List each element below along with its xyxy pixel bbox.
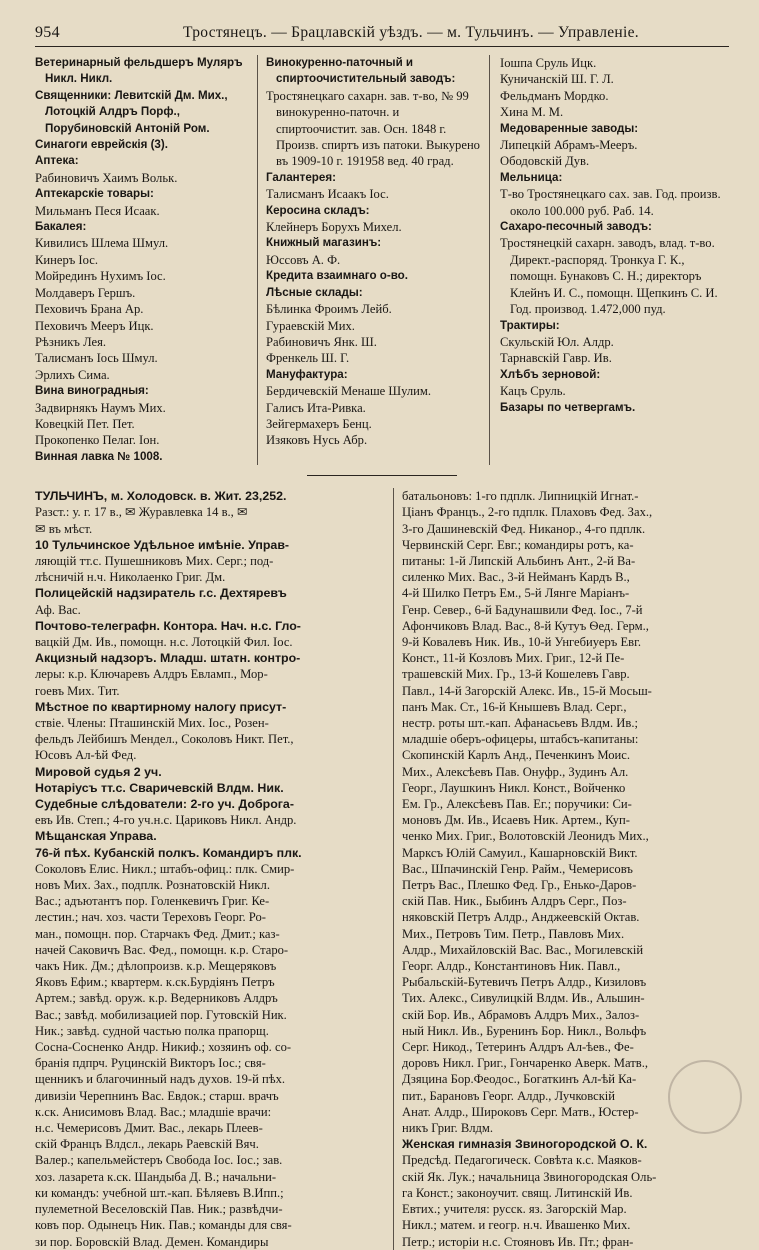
text-line: Сосна-Сосненко Андр. Никиф.; хозяинъ оф. со- (35, 1040, 292, 1055)
text-line: вацкій Дм. Ив., помощн. н.с. Лотоцкій Фил. Іос. (35, 634, 293, 649)
directory-entry: Прокопенко Пелаг. Іон. (35, 433, 160, 448)
directory-entry: Рабиновичъ Хаимъ Вольк. (35, 170, 178, 185)
text-line: щенникъ и благочинный надъ духов. 19-й пѣх. (35, 1072, 286, 1087)
directory-entry: Талисманъ Исаакъ Іос. (266, 187, 389, 202)
directory-heading: Базары по четвергамъ. (500, 400, 636, 414)
directory-entry: Бердичевскій Менаше Шулим. (266, 384, 431, 399)
directory-entry: Пеховичъ Брана Ар. (35, 302, 144, 317)
text-line: Серг. Никод., Тетеринъ Алдръ Ал-ѣев., Фе- (402, 1040, 634, 1055)
directory-heading: Керосина складъ: (266, 203, 370, 217)
directory-heading: Винокуренно-паточный и спиртоочистительный заводъ: (266, 56, 456, 86)
text-line: Валер.; капельмейстеръ Свобода Іос. Іос.; зав. (35, 1153, 283, 1168)
directory-heading: Медоваренные заводы: (500, 121, 639, 135)
directory-entry: Рѣзникъ Лея. (35, 334, 107, 349)
directory-entry: Тростянецкій сахарн. заводъ, влад. т-во. Директ.-распоряд. Тронкуа Г. К., помощн. Бунаковъ С. Н.; директоръ Клейнъ И. С., помощн. Щепкинъ С. И. Год. производ. 1.472,000 пуд. (500, 236, 718, 317)
text-line: 3-го Дашиневскій Фед. Никанор., 4-го пдплк. (402, 521, 646, 536)
text-line: Конст., 11-й Козловъ Мих. Григ., 12-й Пе- (402, 651, 625, 666)
directory-entry: Юссовъ А. Ф. (266, 252, 341, 267)
column-left (35, 55, 257, 465)
text-line: скій Як. Лук.; начальница Звиногородская Оль- (402, 1169, 657, 1184)
section-separator (307, 475, 457, 476)
text-line: Вас.; завѣд. мобилизацией пор. Гутовскій Ник. (35, 1007, 287, 1022)
top-columns (35, 55, 729, 465)
text-line: Яковъ Ефим.; квартерм. к.ск.Бурдіянъ Петръ (35, 975, 275, 990)
page-number: 954 (35, 24, 60, 41)
text-line: Акцизный надзоръ. Младш. штатн. контро- (35, 651, 301, 666)
text-line: га Конст.; законоучит. свящ. Литинскій Ив. (402, 1185, 633, 1200)
directory-entry: Фельдманъ Мордко. (500, 88, 609, 103)
text-line: Нотаріусъ тт.с. Сваричевскій Влдм. Ник. (35, 780, 284, 795)
directory-heading: Синагоги еврейскія (3). (35, 138, 168, 152)
text-line: новъ Мих. Зах., подплк. Рознатовскій Никл. (35, 878, 270, 893)
directory-entry: Задвирнякъ Наумъ Мих. (35, 400, 166, 415)
directory-entry: Кинеръ Іос. (35, 252, 98, 267)
directory-entry: Изяковъ Нусь Абр. (266, 433, 368, 448)
directory-entry: Ковецкій Пет. Пет. (35, 416, 135, 431)
directory-entry: Скульскій Юл. Алдр. (500, 334, 614, 349)
tulchin-left-column (35, 488, 393, 1250)
text-line: младшіе оберъ-офицеры, штабсъ-капитаны: (402, 732, 639, 747)
directory-heading: Бакалея: (35, 220, 87, 234)
text-line: 4-й Шилко Петръ Ем., 5-й Лянге Маріанъ- (402, 586, 630, 601)
directory-heading: Вина виноградныя: (35, 384, 149, 398)
text-line: скій Бор. Ив., Абрамовъ Алдръ Мих., Залоз- (402, 1007, 640, 1022)
text-line: ляющій тт.с. Пушешниковъ Мих. Серг.; под- (35, 553, 274, 568)
directory-heading: Хлѣбъ зерновой: (500, 367, 601, 381)
directory-heading: Винная лавка № 1008. (35, 449, 163, 463)
text-line: скій Францъ Влдсл., лекарь Раевскій Вяч. (35, 1137, 259, 1152)
text-line: Ціанъ Францъ., 2-го пдплк. Плаховъ Фед. Зах., (402, 505, 653, 520)
directory-entry: Пеховичъ Мееръ Ицк. (35, 318, 154, 333)
running-title: Тростянецъ. — Брацлавскій уѣздъ. — м. Тульчинъ. — Управленіе. (183, 24, 639, 41)
directory-heading: Аптекарскіе товары: (35, 187, 154, 201)
directory-entry: Мильманъ Песя Исаак. (35, 203, 160, 218)
text-line: Юсовъ Ал-ѣй Фед. (35, 748, 137, 763)
text-line: 9-й Ковалевъ Ник. Ив., 10-й Унгебиуеръ Евг. (402, 634, 642, 649)
text-line: пулеметной Веселовскій Пав. Ник.; развѣдчи- (35, 1202, 283, 1217)
directory-entry: Кацъ Сруль. (500, 384, 566, 399)
text-line: нестр. роты шт.-кап. Афанасьевъ Влдм. Ив.; (402, 716, 638, 730)
directory-entry: Хина М. М. (500, 105, 564, 120)
text-line: силенко Мих. Вас., 3-й Нейманъ Кардъ В., (402, 570, 630, 585)
text-line: батальоновъ: 1-го пдплк. Липницкій Игнат.- (402, 489, 639, 504)
directory-entry: Зейгермахеръ Бенц. (266, 416, 372, 431)
text-line: Евтих.; учителя: русск. яз. Загорскій Мар. (402, 1202, 627, 1217)
text-line: Никл.; матем. и геогр. н.ч. Ивашенко Мих. (402, 1218, 631, 1233)
text-line: Артем.; завѣд. оруж. к.р. Ведерниковъ Алдръ (35, 991, 278, 1006)
text-line: Ем. Гр., Алексѣевъ Пав. Ег.; поручики: Си- (402, 797, 632, 812)
text-line: няковскій Петръ Алдр., Анджеевскій Октав. (402, 910, 640, 925)
library-stamp (668, 1060, 742, 1134)
text-line: Дзяцина Бор.Феодос., Богаткинъ Ал-ѣй Ка- (402, 1072, 637, 1087)
text-line: к.ск. Анисимовъ Влад. Вас.; младшіе врачи: (35, 1104, 272, 1119)
text-line: доровъ Никл. Григ., Гончаренко Аверк. Матв., (402, 1056, 649, 1071)
column-right (489, 55, 729, 465)
text-line: бранія пдпрч. Руцинскій Викторъ Іос.; свя- (35, 1056, 266, 1071)
text-line: Анат. Алдр., Широковъ Серг. Матв., Юстер- (402, 1104, 639, 1119)
directory-entry: Т-во Тростянецкаго сах. зав. Год. произв. около 100.000 руб. Раб. 14. (500, 187, 721, 218)
text-line: гоевъ Мих. Тит. (35, 683, 120, 698)
directory-entry: Талисманъ Іось Шмул. (35, 351, 158, 366)
text-line: Тих. Алекс., Сивулицкій Влдм. Ив., Альшин- (402, 991, 645, 1006)
text-line: хоз. лазарета к.ск. Шандыба Д. В.; начальни- (35, 1169, 277, 1184)
directory-heading: Аптека: (35, 154, 79, 168)
directory-entry: Клейнеръ Борухъ Михел. (266, 220, 402, 235)
directory-heading: Мануфактура: (266, 367, 348, 381)
text-line: Ник.; завѣд. судной частью полка прапорщ. (35, 1023, 269, 1038)
text-line: Алдр., Михайловскій Вас. Вас., Могилевскій (402, 942, 644, 957)
directory-entry: Тростянецкаго сахарн. зав. т-во, № 99 винокуренно-паточн. и спиртоочистит. зав. Осн. 1848 г. Произв. спиртъ изъ патоки. Выкурено въ 1909-10 г. 191958 вед. 40 град. (266, 88, 480, 169)
directory-entry: Бѣлинка Фроимъ Лейб. (266, 302, 392, 317)
text-line: питаны: 1-й Липскій Альбинъ Ант., 2-й Ва- (402, 553, 636, 568)
text-line: леры: к.р. Ключаревъ Алдръ Евламп., Мор- (35, 667, 268, 682)
text-line: моновъ Дм. Ив., Исаевъ Ник. Артем., Куп- (402, 813, 630, 828)
directory-entry: Рабиновичъ Янк. Ш. (266, 334, 377, 349)
directory-entry: Іошпа Сруль Ицк. (500, 56, 597, 70)
column-middle (257, 55, 489, 465)
text-line: Петр.; исторіи н.с. Стояновъ Ив. Пт.; фран- (402, 1234, 634, 1249)
directory-entry: Эрлихъ Сима. (35, 367, 110, 382)
directory-entry: Гураевскій Мих. (266, 318, 355, 333)
text-line: Мѣщанская Управа. (35, 829, 157, 844)
text-line: Соколовъ Елис. Никл.; штабъ-офиц.: плк. Смир- (35, 861, 295, 876)
directory-entry: Молдаверъ Гершъ. (35, 285, 136, 300)
text-line: лестин.; нач. хоз. части Тереховъ Георг. Ро- (35, 910, 266, 925)
directory-entry: Липецкій Абрамъ-Мееръ. (500, 138, 638, 153)
text-line: Павл., 14-й Загорскій Алекс. Ив., 15-й Мосьш- (402, 683, 652, 698)
text-line: Вас., Шпачинскій Генр. Райм., Чемерисовъ (402, 861, 633, 876)
text-line: евъ Ив. Степ.; 4-го уч.н.с. Цариковъ Никл. Андр. (35, 813, 297, 828)
text-line: Предсѣд. Педагогическ. Совѣта к.с. Маяков- (402, 1153, 642, 1168)
text-line: ✉ въ мѣст. (35, 521, 93, 536)
directory-entry: Френкель Ш. Г. (266, 351, 350, 366)
directory-heading: Кредита взаимнаго о-во. (266, 269, 408, 283)
text-line: Рыбальскій-Бутевичъ Петръ Алдр., Кизиловъ (402, 975, 647, 990)
text-line: Петръ Вас., Плешко Фед. Гр., Енько-Даров- (402, 878, 637, 893)
text-line: Судебные слѣдователи: 2-го уч. Доброга- (35, 797, 294, 812)
text-line: начей Саковичъ Вас. Фед., помощн. к.р. Старо- (35, 942, 289, 957)
bottom-columns (35, 488, 729, 1250)
directory-entry: Мойрединъ Нухимъ Іос. (35, 269, 166, 284)
text-line: Полицейскій надзиратель г.с. Дехтяревъ (35, 586, 287, 601)
directory-heading: Сахаро-песочный заводъ: (500, 220, 652, 234)
directory-heading: Мельница: (500, 170, 563, 184)
directory-entry: Кивилисъ Шлема Шмул. (35, 236, 169, 251)
directory-heading: Трактиры: (500, 318, 560, 332)
text-line: Скопинскій Карлъ Анд., Печенкинъ Моис. (402, 748, 631, 763)
text-line: панъ Мак. Ст., 16-й Кнышевъ Влад. Серг., (402, 699, 627, 714)
tulchin-right-column (393, 488, 729, 1250)
directory-heading: Ветеринарный фельдшеръ Муляръ Никл. Никл. (35, 56, 243, 86)
text-line: Женская гимназія Звиногородской О. К. (402, 1137, 648, 1152)
text-line: фельдъ Лейбишъ Мендел., Соколовъ Никт. Пет., (35, 732, 294, 747)
text-line: трашевскій Мих. Гр., 13-й Кошелевъ Гавр. (402, 667, 630, 682)
header-rule (35, 46, 729, 47)
text-line: Георг., Лаушкинъ Никл. Конст., Войченко (402, 780, 626, 795)
text-line: Мих., Петровъ Тим. Петр., Павловъ Мих. (402, 926, 625, 941)
directory-heading: Галантерея: (266, 170, 336, 184)
text-line: Мѣстное по квартирному налогу присут- (35, 699, 287, 714)
text-line: ки командъ: учебной шт.-кап. Бѣляевъ В.Ипп.; (35, 1185, 284, 1200)
text-line: Почтово-телеграфн. Контора. Нач. н.с. Гло- (35, 618, 301, 633)
text-line: ТУЛЬЧИНЪ, м. Холодовск. в. Жит. 23,252. (35, 489, 287, 504)
text-line: Разст.: у. г. 17 в., ✉ Журавлевка 14 в., ✉ (35, 505, 248, 520)
text-line: Георг. Алдр., Константиновъ Ник. Павл., (402, 959, 621, 974)
text-line: Мих., Алексѣевъ Пав. Онуфр., Зудинъ Ал. (402, 764, 629, 779)
text-line: н.с. Чемерисовъ Дмит. Вас., лекарь Плеев- (35, 1121, 263, 1136)
text-line: ковъ пор. Одынецъ Ник. Пав.; команды для свя- (35, 1218, 292, 1233)
text-line: пит., Барановъ Георг. Алдр., Лучковскій (402, 1088, 616, 1103)
directory-heading: Лѣсные склады: (266, 285, 363, 299)
text-line: 76-й пѣх. Кубанскій полкъ. Командиръ плк. (35, 845, 302, 860)
text-line: Афончиковъ Влад. Вас., 8-й Кутуъ Ѳед. Герм., (402, 618, 649, 633)
directory-entry: Тарнавскій Гавр. Ив. (500, 351, 612, 366)
text-line: Аф. Вас. (35, 602, 81, 617)
text-line: Вас.; адъютантъ пор. Голенкевичъ Григ. Ке- (35, 894, 270, 909)
directory-heading: Книжный магазинъ: (266, 236, 382, 250)
text-line: Генр. Север., 6-й Бадунашвили Фед. Іос., 7-й (402, 602, 643, 617)
directory-entry: Ободовскій Дув. (500, 154, 590, 169)
text-line: зи пор. Боровскій Влад. Демен. Командиры (35, 1234, 269, 1249)
text-line: ный Никл. Ив., Буренинъ Бор. Никл., Вольфъ (402, 1023, 647, 1038)
text-line: чакъ Ник. Дм.; дѣлопроизв. к.р. Мещеряковъ (35, 959, 277, 974)
directory-entry: Галисъ Ита-Ривка. (266, 400, 366, 415)
text-line: Червинскій Серг. Евг.; командиры ротъ, ка- (402, 537, 634, 552)
text-line: лѣсничій н.ч. Николаенко Григ. Дм. (35, 570, 226, 585)
text-line: ствіе. Члены: Пташинскій Мих. Іос., Розен- (35, 716, 269, 730)
text-line: Мировой судья 2 уч. (35, 764, 162, 779)
directory-heading: Священники: Левитскій Дм. Мих., Лотоцкій Алдръ Порф., Порубиновскій Антоній Ром. (35, 88, 228, 135)
text-line: 10 Тульчинское Удѣльное имѣніе. Управ- (35, 537, 290, 552)
directory-entry: Куничанскій Ш. Г. Л. (500, 72, 614, 87)
page-header (35, 24, 729, 42)
text-line: Марксъ Юлій Самуил., Кашарновскій Викт. (402, 845, 638, 860)
text-line: ман., помощн. пор. Старчакъ Фед. Дмит.; каз- (35, 926, 280, 941)
text-line: ченко Мих. Григ., Волотовскій Леонидъ Мих., (402, 829, 649, 844)
text-line: дивизіи Черепнинъ Вас. Евдок.; старш. врачъ (35, 1088, 279, 1103)
text-line: никъ Григ. Влдм. (402, 1121, 494, 1136)
text-line: скій Пав. Ник., Быбинъ Алдръ Серг., Поз- (402, 894, 627, 909)
